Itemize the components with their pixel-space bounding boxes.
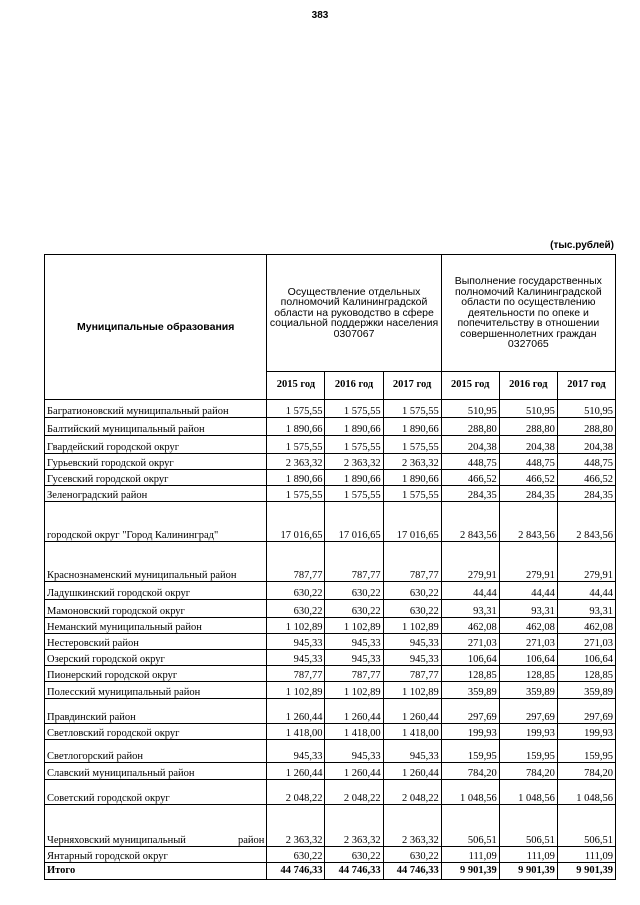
value-cell: 448,75 (499, 454, 557, 470)
value-cell: 945,33 (325, 740, 383, 763)
table-row (45, 666, 616, 682)
value-cell: 630,22 (383, 600, 441, 618)
value-cell: 288,80 (499, 418, 557, 436)
value-cell: 17 016,65 (325, 502, 383, 542)
year-header: 2016 год (499, 372, 557, 400)
municipality-column-header: Муниципальные образования (45, 255, 267, 400)
value-cell: 17 016,65 (267, 502, 325, 542)
municipality-name: Гусевский городской округ (45, 470, 267, 486)
year-header: 2015 год (267, 372, 325, 400)
municipality-name: Мамоновский городской округ (45, 600, 267, 618)
value-cell: 106,64 (557, 650, 615, 666)
value-cell: 128,85 (499, 666, 557, 682)
value-cell: 1 260,44 (383, 699, 441, 724)
municipality-name: Гвардейский городской округ (45, 436, 267, 454)
value-cell: 44,44 (499, 582, 557, 600)
municipality-name: городской округ "Город Калининград" (45, 502, 267, 542)
municipality-name: Неманский муниципальный район (45, 618, 267, 634)
value-cell: 1 102,89 (325, 618, 383, 634)
total-value-cell: 9 901,39 (441, 863, 499, 880)
value-cell: 1 890,66 (267, 470, 325, 486)
value-cell: 1 102,89 (325, 682, 383, 699)
value-cell: 506,51 (441, 805, 499, 847)
value-cell: 2 363,32 (267, 805, 325, 847)
value-cell: 1 260,44 (325, 763, 383, 780)
group2-title: Выполнение государственных полномочий Калининградской области по осуществлению деятельности по опеке и попечительству в отношении совершеннолетних граждан (454, 275, 602, 340)
value-cell: 945,33 (267, 650, 325, 666)
table-row (45, 436, 616, 454)
municipality-name: Нестеровский район (45, 634, 267, 650)
value-cell: 448,75 (441, 454, 499, 470)
value-cell: 630,22 (267, 582, 325, 600)
value-cell: 128,85 (441, 666, 499, 682)
table-row (45, 400, 616, 418)
value-cell: 2 363,32 (383, 805, 441, 847)
table-row (45, 618, 616, 634)
municipality-name-part: Черняховский муниципальный (47, 834, 186, 846)
value-cell: 204,38 (441, 436, 499, 454)
value-cell: 1 260,44 (383, 763, 441, 780)
municipality-name: Гурьевский городской округ (45, 454, 267, 470)
value-cell: 787,77 (325, 666, 383, 682)
value-cell: 106,64 (499, 650, 557, 666)
value-cell: 1 418,00 (267, 724, 325, 740)
value-cell: 199,93 (441, 724, 499, 740)
municipality-name: Светловский городской округ (45, 724, 267, 740)
value-cell: 784,20 (441, 763, 499, 780)
value-cell: 787,77 (383, 666, 441, 682)
value-cell: 1 890,66 (325, 470, 383, 486)
table-row (45, 582, 616, 600)
group1-header (267, 255, 441, 372)
value-cell: 630,22 (267, 600, 325, 618)
value-cell: 462,08 (441, 618, 499, 634)
value-cell: 1 102,89 (267, 682, 325, 699)
municipality-name: Светлогорский район (45, 740, 267, 763)
value-cell: 1 575,55 (383, 436, 441, 454)
year-header: 2015 год (441, 372, 499, 400)
municipality-name: Славский муниципальный район (45, 763, 267, 780)
value-cell: 288,80 (441, 418, 499, 436)
value-cell: 1 890,66 (383, 418, 441, 436)
value-cell: 1 418,00 (383, 724, 441, 740)
value-cell: 1 575,55 (383, 400, 441, 418)
table-row (45, 542, 616, 582)
municipality-name: Балтийский муниципальный район (45, 418, 267, 436)
total-value-cell: 44 746,33 (267, 863, 325, 880)
total-value-cell: 9 901,39 (557, 863, 615, 880)
table-row (45, 682, 616, 699)
municipality-name: Пионерский городской округ (45, 666, 267, 682)
value-cell: 1 102,89 (383, 618, 441, 634)
value-cell: 1 890,66 (383, 470, 441, 486)
value-cell: 111,09 (499, 847, 557, 863)
total-value-cell: 44 746,33 (325, 863, 383, 880)
value-cell: 204,38 (499, 436, 557, 454)
value-cell: 111,09 (557, 847, 615, 863)
unit-label: (тыс.рублей) (550, 240, 614, 251)
group1-code: 0307067 (333, 327, 375, 340)
value-cell: 1 048,56 (557, 780, 615, 805)
value-cell: 359,89 (557, 682, 615, 699)
total-label: Итого (45, 863, 267, 880)
value-cell: 945,33 (383, 740, 441, 763)
value-cell: 1 890,66 (325, 418, 383, 436)
value-cell: 945,33 (383, 634, 441, 650)
value-cell: 1 418,00 (325, 724, 383, 740)
value-cell: 787,77 (267, 542, 325, 582)
value-cell: 1 890,66 (267, 418, 325, 436)
table-row (45, 650, 616, 666)
table-row (45, 502, 616, 542)
municipality-name: Багратионовский муниципальный район (45, 400, 267, 418)
value-cell: 17 016,65 (383, 502, 441, 542)
group2-header (441, 255, 615, 372)
municipality-name: Краснознаменский муниципальный район (45, 542, 267, 582)
value-cell: 297,69 (557, 699, 615, 724)
municipality-name: Правдинский район (45, 699, 267, 724)
value-cell: 93,31 (441, 600, 499, 618)
value-cell: 284,35 (499, 486, 557, 502)
total-row (45, 863, 616, 880)
value-cell: 630,22 (383, 847, 441, 863)
table-row (45, 805, 616, 847)
value-cell: 448,75 (557, 454, 615, 470)
value-cell: 462,08 (499, 618, 557, 634)
value-cell: 945,33 (383, 650, 441, 666)
value-cell: 2 363,32 (325, 805, 383, 847)
table-row (45, 740, 616, 763)
value-cell: 1 575,55 (325, 486, 383, 502)
municipality-name: Зеленоградский район (45, 486, 267, 502)
table-row (45, 454, 616, 470)
table-row (45, 634, 616, 650)
value-cell: 93,31 (499, 600, 557, 618)
value-cell: 945,33 (325, 650, 383, 666)
value-cell: 1 260,44 (267, 699, 325, 724)
value-cell: 2 048,22 (267, 780, 325, 805)
value-cell: 288,80 (557, 418, 615, 436)
municipality-name: Ладушкинский городской округ (45, 582, 267, 600)
table-row (45, 847, 616, 863)
table-row (45, 470, 616, 486)
value-cell: 630,22 (267, 847, 325, 863)
value-cell: 945,33 (267, 740, 325, 763)
table-row (45, 699, 616, 724)
value-cell: 510,95 (441, 400, 499, 418)
value-cell: 271,03 (557, 634, 615, 650)
value-cell: 1 102,89 (383, 682, 441, 699)
table-row (45, 600, 616, 618)
value-cell: 466,52 (441, 470, 499, 486)
total-value-cell: 44 746,33 (383, 863, 441, 880)
value-cell: 784,20 (557, 763, 615, 780)
value-cell: 784,20 (499, 763, 557, 780)
value-cell: 279,91 (557, 542, 615, 582)
value-cell: 204,38 (557, 436, 615, 454)
value-cell: 128,85 (557, 666, 615, 682)
value-cell: 510,95 (557, 400, 615, 418)
value-cell: 284,35 (557, 486, 615, 502)
year-header: 2017 год (557, 372, 615, 400)
value-cell: 630,22 (383, 582, 441, 600)
municipality-name: Озерский городской округ (45, 650, 267, 666)
value-cell: 1 575,55 (267, 486, 325, 502)
group1-title: Осуществление отдельных полномочий Калининградской области на руководство в сфере социальной поддержки населения (269, 285, 439, 330)
value-cell: 44,44 (557, 582, 615, 600)
table-row (45, 724, 616, 740)
municipality-name: Янтарный городской округ (45, 847, 267, 863)
value-cell: 787,77 (325, 542, 383, 582)
value-cell: 297,69 (499, 699, 557, 724)
value-cell: 279,91 (441, 542, 499, 582)
value-cell: 630,22 (325, 847, 383, 863)
value-cell: 1 048,56 (441, 780, 499, 805)
value-cell: 2 843,56 (557, 502, 615, 542)
value-cell: 111,09 (441, 847, 499, 863)
value-cell: 279,91 (499, 542, 557, 582)
value-cell: 1 575,55 (325, 436, 383, 454)
value-cell: 106,64 (441, 650, 499, 666)
table-row (45, 486, 616, 502)
value-cell: 1 575,55 (267, 400, 325, 418)
value-cell: 1 575,55 (267, 436, 325, 454)
municipality-name-part: район (237, 834, 265, 846)
value-cell: 2 048,22 (383, 780, 441, 805)
value-cell: 297,69 (441, 699, 499, 724)
value-cell: 787,77 (383, 542, 441, 582)
value-cell: 945,33 (267, 634, 325, 650)
year-header: 2017 год (383, 372, 441, 400)
value-cell: 945,33 (325, 634, 383, 650)
value-cell: 271,03 (499, 634, 557, 650)
value-cell: 506,51 (499, 805, 557, 847)
value-cell: 466,52 (499, 470, 557, 486)
value-cell: 2 048,22 (325, 780, 383, 805)
value-cell: 506,51 (557, 805, 615, 847)
value-cell: 199,93 (499, 724, 557, 740)
value-cell: 1 575,55 (383, 486, 441, 502)
value-cell: 787,77 (267, 666, 325, 682)
table-header-row (45, 255, 616, 372)
value-cell: 462,08 (557, 618, 615, 634)
page-number: 383 (311, 10, 329, 21)
value-cell: 630,22 (325, 600, 383, 618)
value-cell: 159,95 (499, 740, 557, 763)
value-cell: 93,31 (557, 600, 615, 618)
value-cell: 284,35 (441, 486, 499, 502)
value-cell: 199,93 (557, 724, 615, 740)
table-row (45, 418, 616, 436)
value-cell: 510,95 (499, 400, 557, 418)
municipality-name: Советский городской округ (45, 780, 267, 805)
value-cell: 1 575,55 (325, 400, 383, 418)
group2-code: 0327065 (507, 338, 549, 351)
value-cell: 466,52 (557, 470, 615, 486)
value-cell: 359,89 (499, 682, 557, 699)
value-cell: 271,03 (441, 634, 499, 650)
value-cell: 44,44 (441, 582, 499, 600)
value-cell: 2 363,32 (325, 454, 383, 470)
value-cell: 2 843,56 (499, 502, 557, 542)
budget-table (44, 254, 616, 880)
value-cell: 359,89 (441, 682, 499, 699)
total-value-cell: 9 901,39 (499, 863, 557, 880)
value-cell: 2 363,32 (383, 454, 441, 470)
value-cell: 2 363,32 (267, 454, 325, 470)
value-cell: 159,95 (441, 740, 499, 763)
value-cell: 1 260,44 (325, 699, 383, 724)
value-cell: 2 843,56 (441, 502, 499, 542)
municipality-name (45, 805, 267, 847)
value-cell: 1 048,56 (499, 780, 557, 805)
value-cell: 159,95 (557, 740, 615, 763)
table-row (45, 763, 616, 780)
value-cell: 1 260,44 (267, 763, 325, 780)
value-cell: 1 102,89 (267, 618, 325, 634)
municipality-name: Полесский муниципальный район (45, 682, 267, 699)
value-cell: 630,22 (325, 582, 383, 600)
table-row (45, 780, 616, 805)
year-header: 2016 год (325, 372, 383, 400)
